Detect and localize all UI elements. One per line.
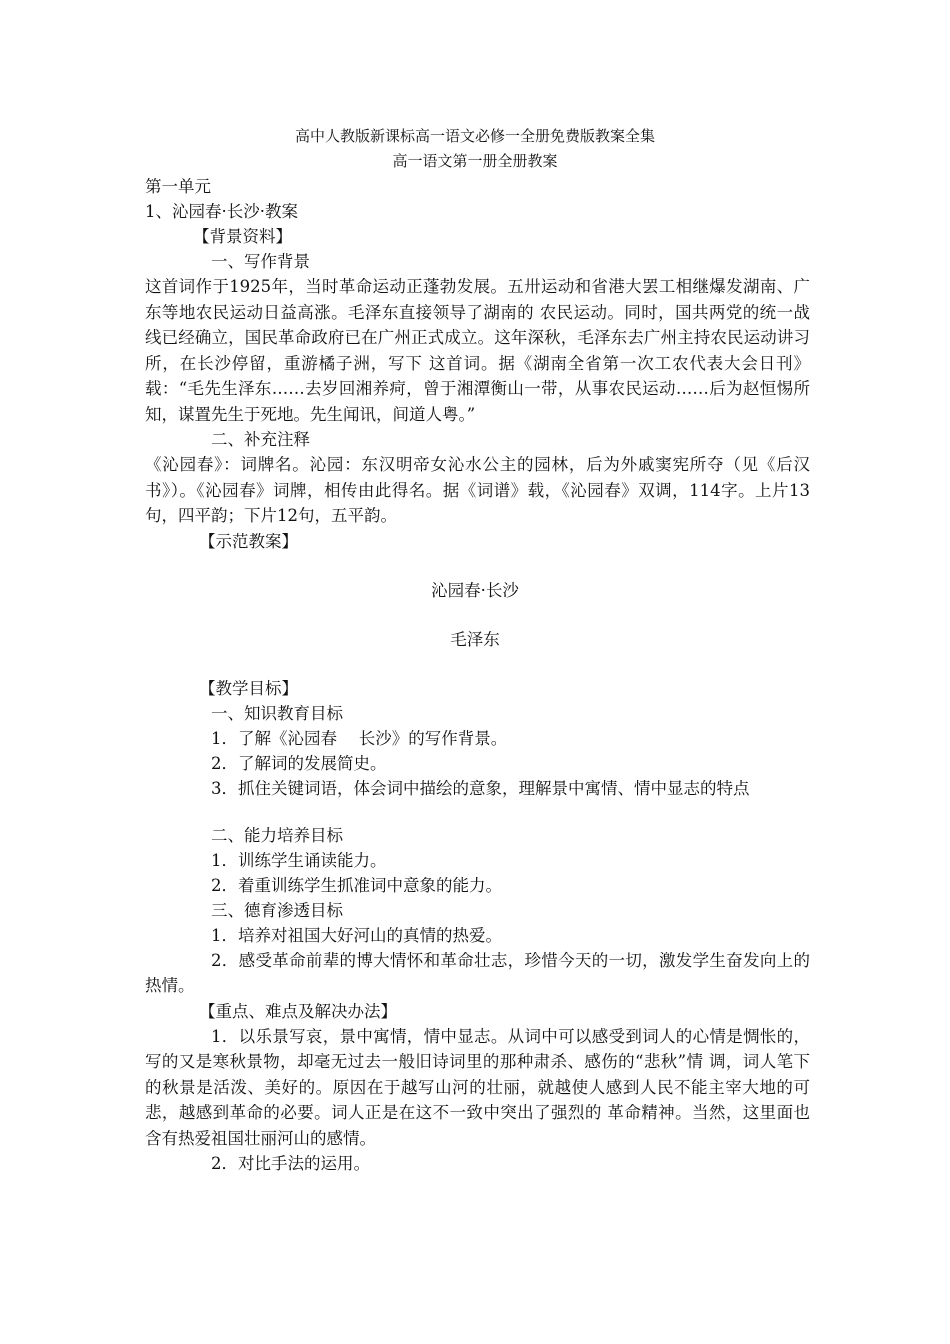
unit-heading: 第一单元 xyxy=(145,177,211,196)
notes-heading: 二、补充注释 xyxy=(211,430,310,449)
demo-heading: 【示范教案】 xyxy=(199,531,298,551)
ability-goals-heading: 二、能力培养目标 xyxy=(211,825,343,845)
knowledge-goals-heading: 一、知识教育目标 xyxy=(211,703,343,723)
moral-goal-item: 1．培养对祖国大好河山的真情的热爱。 xyxy=(211,925,502,945)
moral-goal-item: 2．感受革命前辈的博大情怀和革命壮志，珍惜今天的一切，激发学生奋发向上的热情。 xyxy=(145,950,810,995)
keypoint-item: 1．以乐景写哀，景中寓情，情中显志。从词中可以感受到词人的心情是惆怅的，写的又是寒秋景物，却毫无过去一般旧诗词里的那种肃杀、感伤的“悲秋”情 调，词人笔下的秋景是活泼、美好的。原因在于越写山河的壮丽，就越使人感到人民不能主宰大地的可悲，越感到革命的必要。词人正是在这不一致中突出了强烈的 革命精神。当然，这里面也含有热爱祖国壮丽河山的感情。 xyxy=(145,1026,810,1148)
writing-background-heading: 一、写作背景 xyxy=(211,252,310,271)
knowledge-goal-item: 1．了解《沁园春 长沙》的写作背景。 xyxy=(211,728,508,748)
document-title: 高中人教版新课标高一语文必修一全册免费版教案全集 xyxy=(294,127,655,145)
document-body xyxy=(145,124,810,1176)
poem-title: 沁园春·长沙 xyxy=(431,580,519,600)
ability-goal-item: 2．着重训练学生抓准词中意象的能力。 xyxy=(211,875,502,895)
lesson-heading: 1、沁园春·长沙·教案 xyxy=(145,202,298,221)
writing-background-text: 这首词作于1925年，当时革命运动正蓬勃发展。五卅运动和省港大罢工相继爆发湖南、广东等地农民运动日益高涨。毛泽东直接领导了湖南的 农民运动。同时，国共两党的统一战线已经确立，国民革命政府已在广州正式成立。这年深秋，毛泽东去广州主持农民运动讲习所，在长沙停留，重游橘子洲，写下 这首词。据《湖南全省第一次工农代表大会日刊》载：“毛先生泽东……去岁回湘养疴，曾于湘潭衡山一带，从事农民运动……后为赵恒惕所知，谋置先生于死地。先生闻讯，间道人粤。” xyxy=(145,277,810,424)
goals-heading: 【教学目标】 xyxy=(199,678,298,698)
ability-goal-item: 1．训练学生诵读能力。 xyxy=(211,850,387,870)
background-heading: 【背景资料】 xyxy=(193,227,292,246)
keypoints-heading: 【重点、难点及解决办法】 xyxy=(199,1001,397,1021)
keypoint-item: 2．对比手法的运用。 xyxy=(211,1154,370,1173)
notes-text: 《沁园春》：词牌名。沁园：东汉明帝女沁水公主的园林，后为外戚窦宪所夺（见《后汉书》）。《沁园春》词牌，相传由此得名。据《词谱》载，《沁园春》双调，114字。上片13句，四平韵；下片12句，五平韵。 xyxy=(145,455,810,525)
knowledge-goal-item: 2．了解词的发展简史。 xyxy=(211,753,387,773)
moral-goals-heading: 三、德育渗透目标 xyxy=(211,900,343,920)
document-subtitle: 高一语文第一册全册教案 xyxy=(392,152,558,170)
knowledge-goal-item: 3．抓住关键词语，体会词中描绘的意象，理解景中寓情、情中显志的特点 xyxy=(211,778,750,798)
poem-author: 毛泽东 xyxy=(450,629,500,649)
